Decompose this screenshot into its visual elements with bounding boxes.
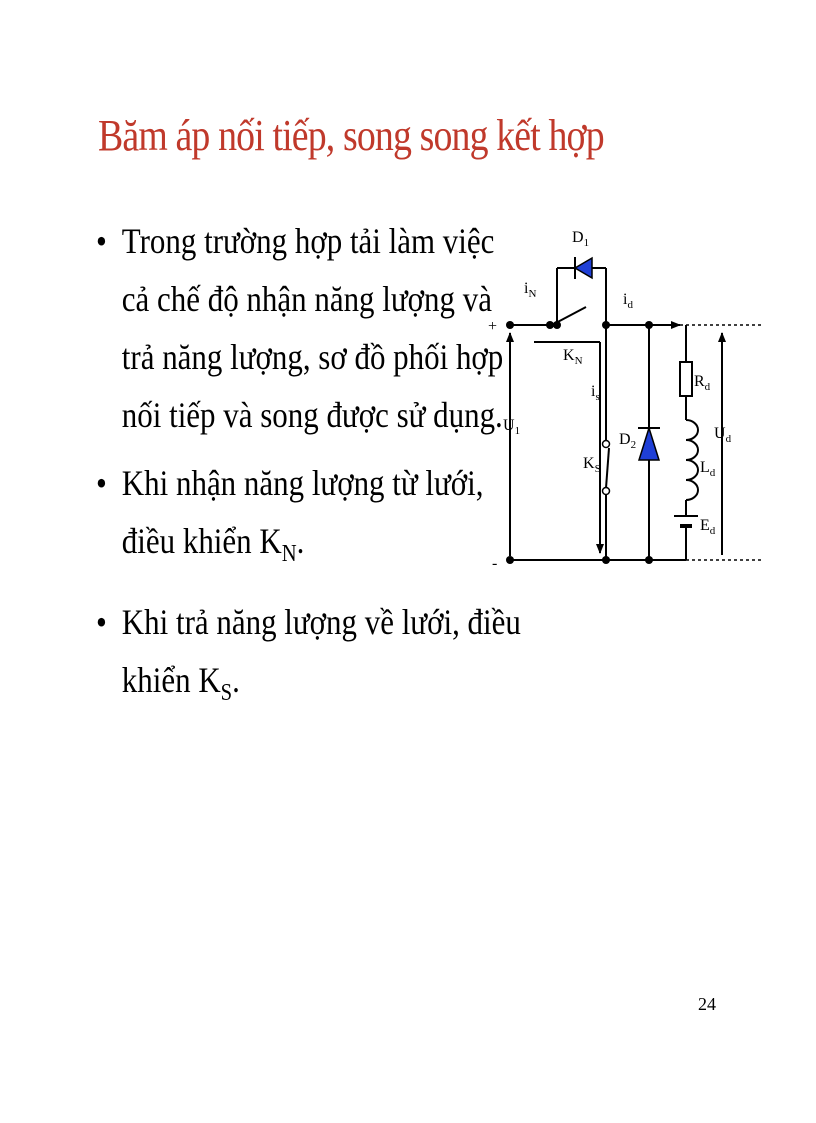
line-prefix: khiển K: [121, 660, 221, 701]
subscript: S: [220, 680, 233, 707]
ks-contact: [603, 441, 610, 448]
subscript: N: [281, 541, 297, 568]
label-is: $i_s$: [591, 383, 600, 403]
ks-switch-blade: [606, 448, 609, 488]
node-dot: [546, 321, 554, 329]
bullet-dot: •: [96, 602, 107, 643]
label-d1: $D_1$: [572, 229, 590, 249]
bullet-list: [96, 212, 521, 732]
label-d2: $D_2$: [619, 431, 637, 451]
line-suffix: .: [296, 521, 305, 561]
bullet-dot: •: [96, 221, 107, 261]
label-ed: $E_d$: [700, 517, 716, 537]
node-dot: [645, 556, 653, 564]
bullet-line: [122, 651, 457, 722]
d2-diode: [639, 428, 659, 460]
line-suffix: .: [232, 660, 240, 701]
line-prefix: điều khiển K: [121, 521, 282, 561]
label-rd: $R_d$: [694, 373, 711, 393]
bullet-dot: •: [96, 463, 107, 503]
page-number: 24: [698, 994, 716, 1014]
circuit-diagram: [480, 210, 780, 580]
node-dot: [602, 556, 610, 564]
label-plus: +: [488, 318, 498, 335]
bullet-item: [96, 593, 521, 722]
node-dot: [645, 321, 653, 329]
label-ud: $U_d$: [714, 425, 732, 445]
ks-contact: [603, 488, 610, 495]
bullet-line: [122, 512, 457, 583]
bullet-item: [96, 454, 484, 583]
bullet-line: Trong trường hợp tải làm việc: [121, 221, 495, 261]
bullet-line: Khi nhận năng lượng từ lưới,: [121, 463, 484, 503]
label-kn: $K_N$: [563, 347, 583, 367]
bullet-line: nối tiếp và song được sử dụng.: [121, 395, 503, 435]
label-minus: -: [492, 555, 498, 572]
rd-resistor: [680, 362, 692, 396]
bullet-line: cả chế độ nhận năng lượng và: [121, 279, 492, 319]
node-dot: [553, 321, 561, 329]
label-ks: $K_S$: [583, 455, 601, 475]
label-ld: $L_d$: [700, 459, 716, 479]
bullet-line: trả năng lượng, sơ đồ phối hợp: [121, 337, 504, 377]
node-dot: [506, 321, 514, 329]
bullet-line: Khi trả năng lượng về lưới, điều: [121, 602, 521, 643]
slide-title: Băm áp nối tiếp, song song kết hợp: [98, 111, 604, 160]
node-dot: [602, 321, 610, 329]
d1-diode: [575, 258, 592, 278]
label-u1: $U_1$: [503, 417, 521, 437]
ld-inductor: [686, 420, 698, 500]
label-id: $i_d$: [623, 291, 633, 311]
bullet-item: [96, 212, 504, 444]
node-dot: [506, 556, 514, 564]
label-in: $i_N$: [524, 280, 537, 300]
